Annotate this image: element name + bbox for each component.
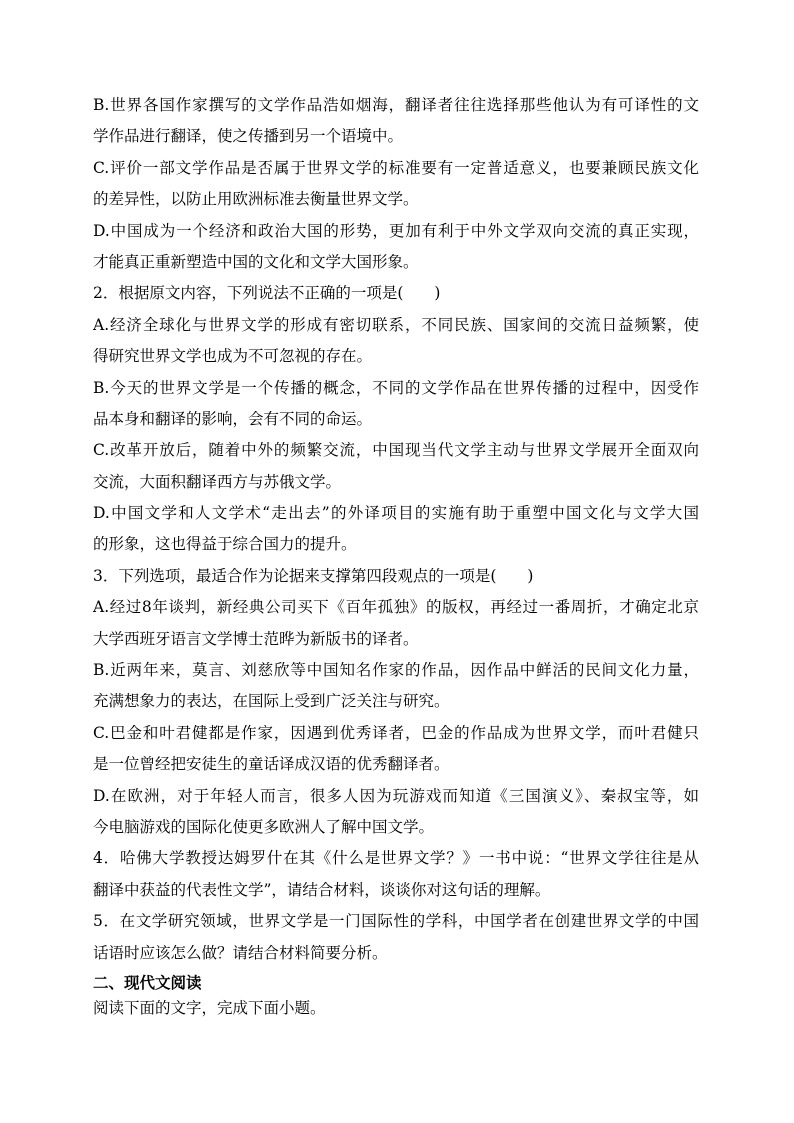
text-line: 4．哈佛大学教授达姆罗什在其《什么是世界文学？》一书中说：“世界文学往往是从 [93, 849, 699, 868]
text-line: 学作品进行翻译，使之传播到另一个语境中。 [93, 127, 404, 146]
text-line: 才能真正重新塑造中国的文化和文学大国形象。 [93, 252, 419, 271]
text-line: 充满想象力的表达，在国际上受到广泛关注与研究。 [93, 692, 450, 711]
text-line: D.在欧洲，对于年轻人而言，很多人因为玩游戏而知道《三国演义》、秦叔宝等，如 [93, 786, 699, 805]
text-line: 品本身和翻译的影响，会有不同的命运。 [93, 409, 373, 428]
text-line: 的差异性，以防止用欧洲标准去衡量世界文学。 [93, 190, 419, 209]
text-line: 大学西班牙语言文学博士范晔为新版书的译者。 [93, 629, 419, 648]
section-heading: 二、现代文阅读 [93, 973, 202, 992]
text-line: 3．下列选项，最适合作为论据来支撑第四段观点的一项是( ) [93, 566, 534, 585]
text-line: 交流，大面积翻译西方与苏俄文学。 [93, 472, 342, 491]
text-line: A.经济全球化与世界文学的形成有密切联系，不同民族、国家间的交流日益频繁，使 [93, 315, 699, 334]
text-line: 翻译中获益的代表性文学”，请结合材料，谈谈你对这句话的理解。 [93, 880, 551, 899]
question-text-block [93, 90, 705, 969]
text-line: 的形象，这也得益于综合国力的提升。 [93, 535, 357, 554]
text-line: 话语时应该怎么做？请结合材料简要分析。 [93, 943, 388, 962]
text-line: 今电脑游戏的国际化使更多欧洲人了解中国文学。 [93, 817, 435, 836]
text-line: B.今天的世界文学是一个传播的概念，不同的文学作品在世界传播的过程中，因受作 [93, 378, 699, 397]
document-page [93, 90, 705, 1021]
section-instruction: 阅读下面的文字，完成下面小题。 [93, 998, 326, 1017]
text-line: 得研究世界文学也成为不可忽视的存在。 [93, 347, 373, 366]
text-line: A.经过8年谈判，新经典公司买下《百年孤独》的版权，再经过一番周折，才确定北京 [93, 598, 699, 617]
text-line: C.巴金和叶君健都是作家，因遇到优秀译者，巴金的作品成为世界文学，而叶君健只 [93, 723, 699, 742]
text-line: B.近两年来，莫言、刘慈欣等中国知名作家的作品，因作品中鲜活的民间文化力量， [93, 661, 699, 680]
text-line: C.改革开放后，随着中外的频繁交流，中国现当代文学主动与世界文学展开全面双向 [93, 441, 699, 460]
text-line: 2．根据原文内容，下列说法不正确的一项是( ) [93, 284, 441, 303]
text-line: D.中国成为一个经济和政治大国的形势，更加有利于中外文学双向交流的真正实现， [93, 221, 699, 240]
text-line: D.中国文学和人文学术“走出去”的外译项目的实施有助于重塑中国文化与文学大国 [93, 504, 699, 523]
text-line: 是一位曾经把安徒生的童话译成汉语的优秀翻译者。 [93, 755, 450, 774]
text-line: B.世界各国作家撰写的文学作品浩如烟海，翻译者往往选择那些他认为有可译性的文 [93, 96, 699, 114]
text-line: C.评价一部文学作品是否属于世界文学的标准要有一定普适意义，也要兼顾民族文化 [93, 158, 699, 177]
text-line: 5．在文学研究领域，世界文学是一门国际性的学科，中国学者在创建世界文学的中国 [93, 912, 699, 931]
